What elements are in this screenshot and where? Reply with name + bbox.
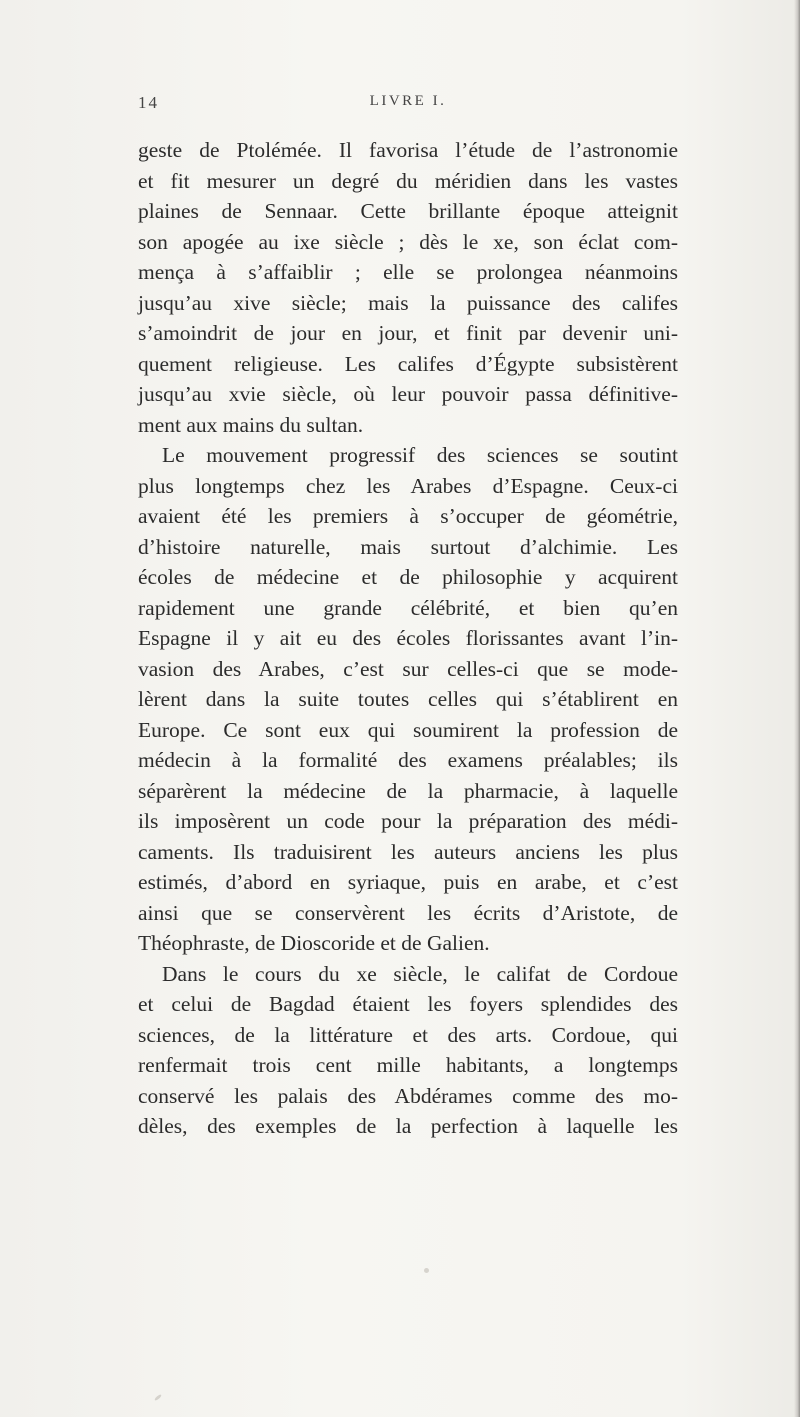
text-line: Le mouvement progressif des sciences se soutint xyxy=(162,443,678,467)
text-line: plaines de Sennaar. Cette brillante époque atteignit xyxy=(138,199,678,223)
page-binding-edge xyxy=(794,0,800,1417)
text-line: vasion des Arabes, c’est sur celles-ci que se mode- xyxy=(138,656,678,681)
text-line: lèrent dans la suite toutes celles qui s’établirent en xyxy=(138,687,678,711)
running-head xyxy=(138,93,678,119)
text-line: et celui de Bagdad étaient les foyers splendides des xyxy=(138,992,678,1016)
text-line: Théophraste, de Dioscoride et de Galien. xyxy=(138,931,490,955)
text-line: Europe. Ce sont eux qui soumirent la profession de xyxy=(138,717,678,742)
text-line: jusqu’au xive siècle; mais la puissance des califes xyxy=(138,290,678,315)
text-line: plus longtemps chez les Arabes d’Espagne. Ceux-ci xyxy=(138,473,678,498)
text-line: rapidement une grande célébrité, et bien qu’en xyxy=(138,595,678,620)
text-line: mença à s’affaiblir ; elle se prolongea néanmoins xyxy=(138,260,678,284)
text-line: quement religieuse. Les califes d’Égypte subsistèrent xyxy=(138,351,678,376)
paper-speck xyxy=(424,1268,429,1273)
text-line: estimés, d’abord en syriaque, puis en arabe, et c’est xyxy=(138,870,678,894)
text-line: son apogée au ixe siècle ; dès le xe, son éclat com- xyxy=(138,229,678,254)
text-line: ment aux mains du sultan. xyxy=(138,412,364,437)
paper-speck xyxy=(154,1394,162,1401)
body-text xyxy=(138,135,678,1142)
text-line: s’amoindrit de jour en jour, et finit par devenir uni- xyxy=(138,321,678,345)
text-line: ainsi que se conservèrent les écrits d’Aristote, de xyxy=(138,900,678,925)
text-line: conservé les palais des Abdérames comme des mo- xyxy=(138,1083,678,1108)
text-line: et fit mesurer un degré du méridien dans les vastes xyxy=(138,168,678,193)
text-line: ils imposèrent un code pour la préparation des médi- xyxy=(138,809,678,833)
text-line: renfermait trois cent mille habitants, a longtemps xyxy=(138,1053,678,1077)
text-line: avaient été les premiers à s’occuper de géométrie, xyxy=(138,504,678,528)
text-line: jusqu’au xvie siècle, où leur pouvoir passa définitive- xyxy=(138,382,678,406)
text-line: dèles, des exemples de la perfection à laquelle les xyxy=(138,1114,678,1138)
text-line: geste de Ptolémée. Il favorisa l’étude de l’astronomie xyxy=(138,138,678,162)
text-line: Dans le cours du xe siècle, le califat de Cordoue xyxy=(162,961,678,986)
book-title: LIVRE I. xyxy=(369,93,447,109)
text-line: d’histoire naturelle, mais surtout d’alchimie. Les xyxy=(138,534,678,559)
page-number: 14 xyxy=(138,93,159,112)
text-line: caments. Ils traduisirent les auteurs anciens les plus xyxy=(138,839,678,864)
text-line: séparèrent la médecine de la pharmacie, à laquelle xyxy=(138,778,678,803)
text-line: Espagne il y ait eu des écoles florissantes avant l’in- xyxy=(138,626,678,650)
text-line: médecin à la formalité des examens préalables; ils xyxy=(138,748,678,772)
text-line: écoles de médecine et de philosophie y acquirent xyxy=(138,565,678,589)
text-line: sciences, de la littérature et des arts. Cordoue, qui xyxy=(138,1022,678,1047)
